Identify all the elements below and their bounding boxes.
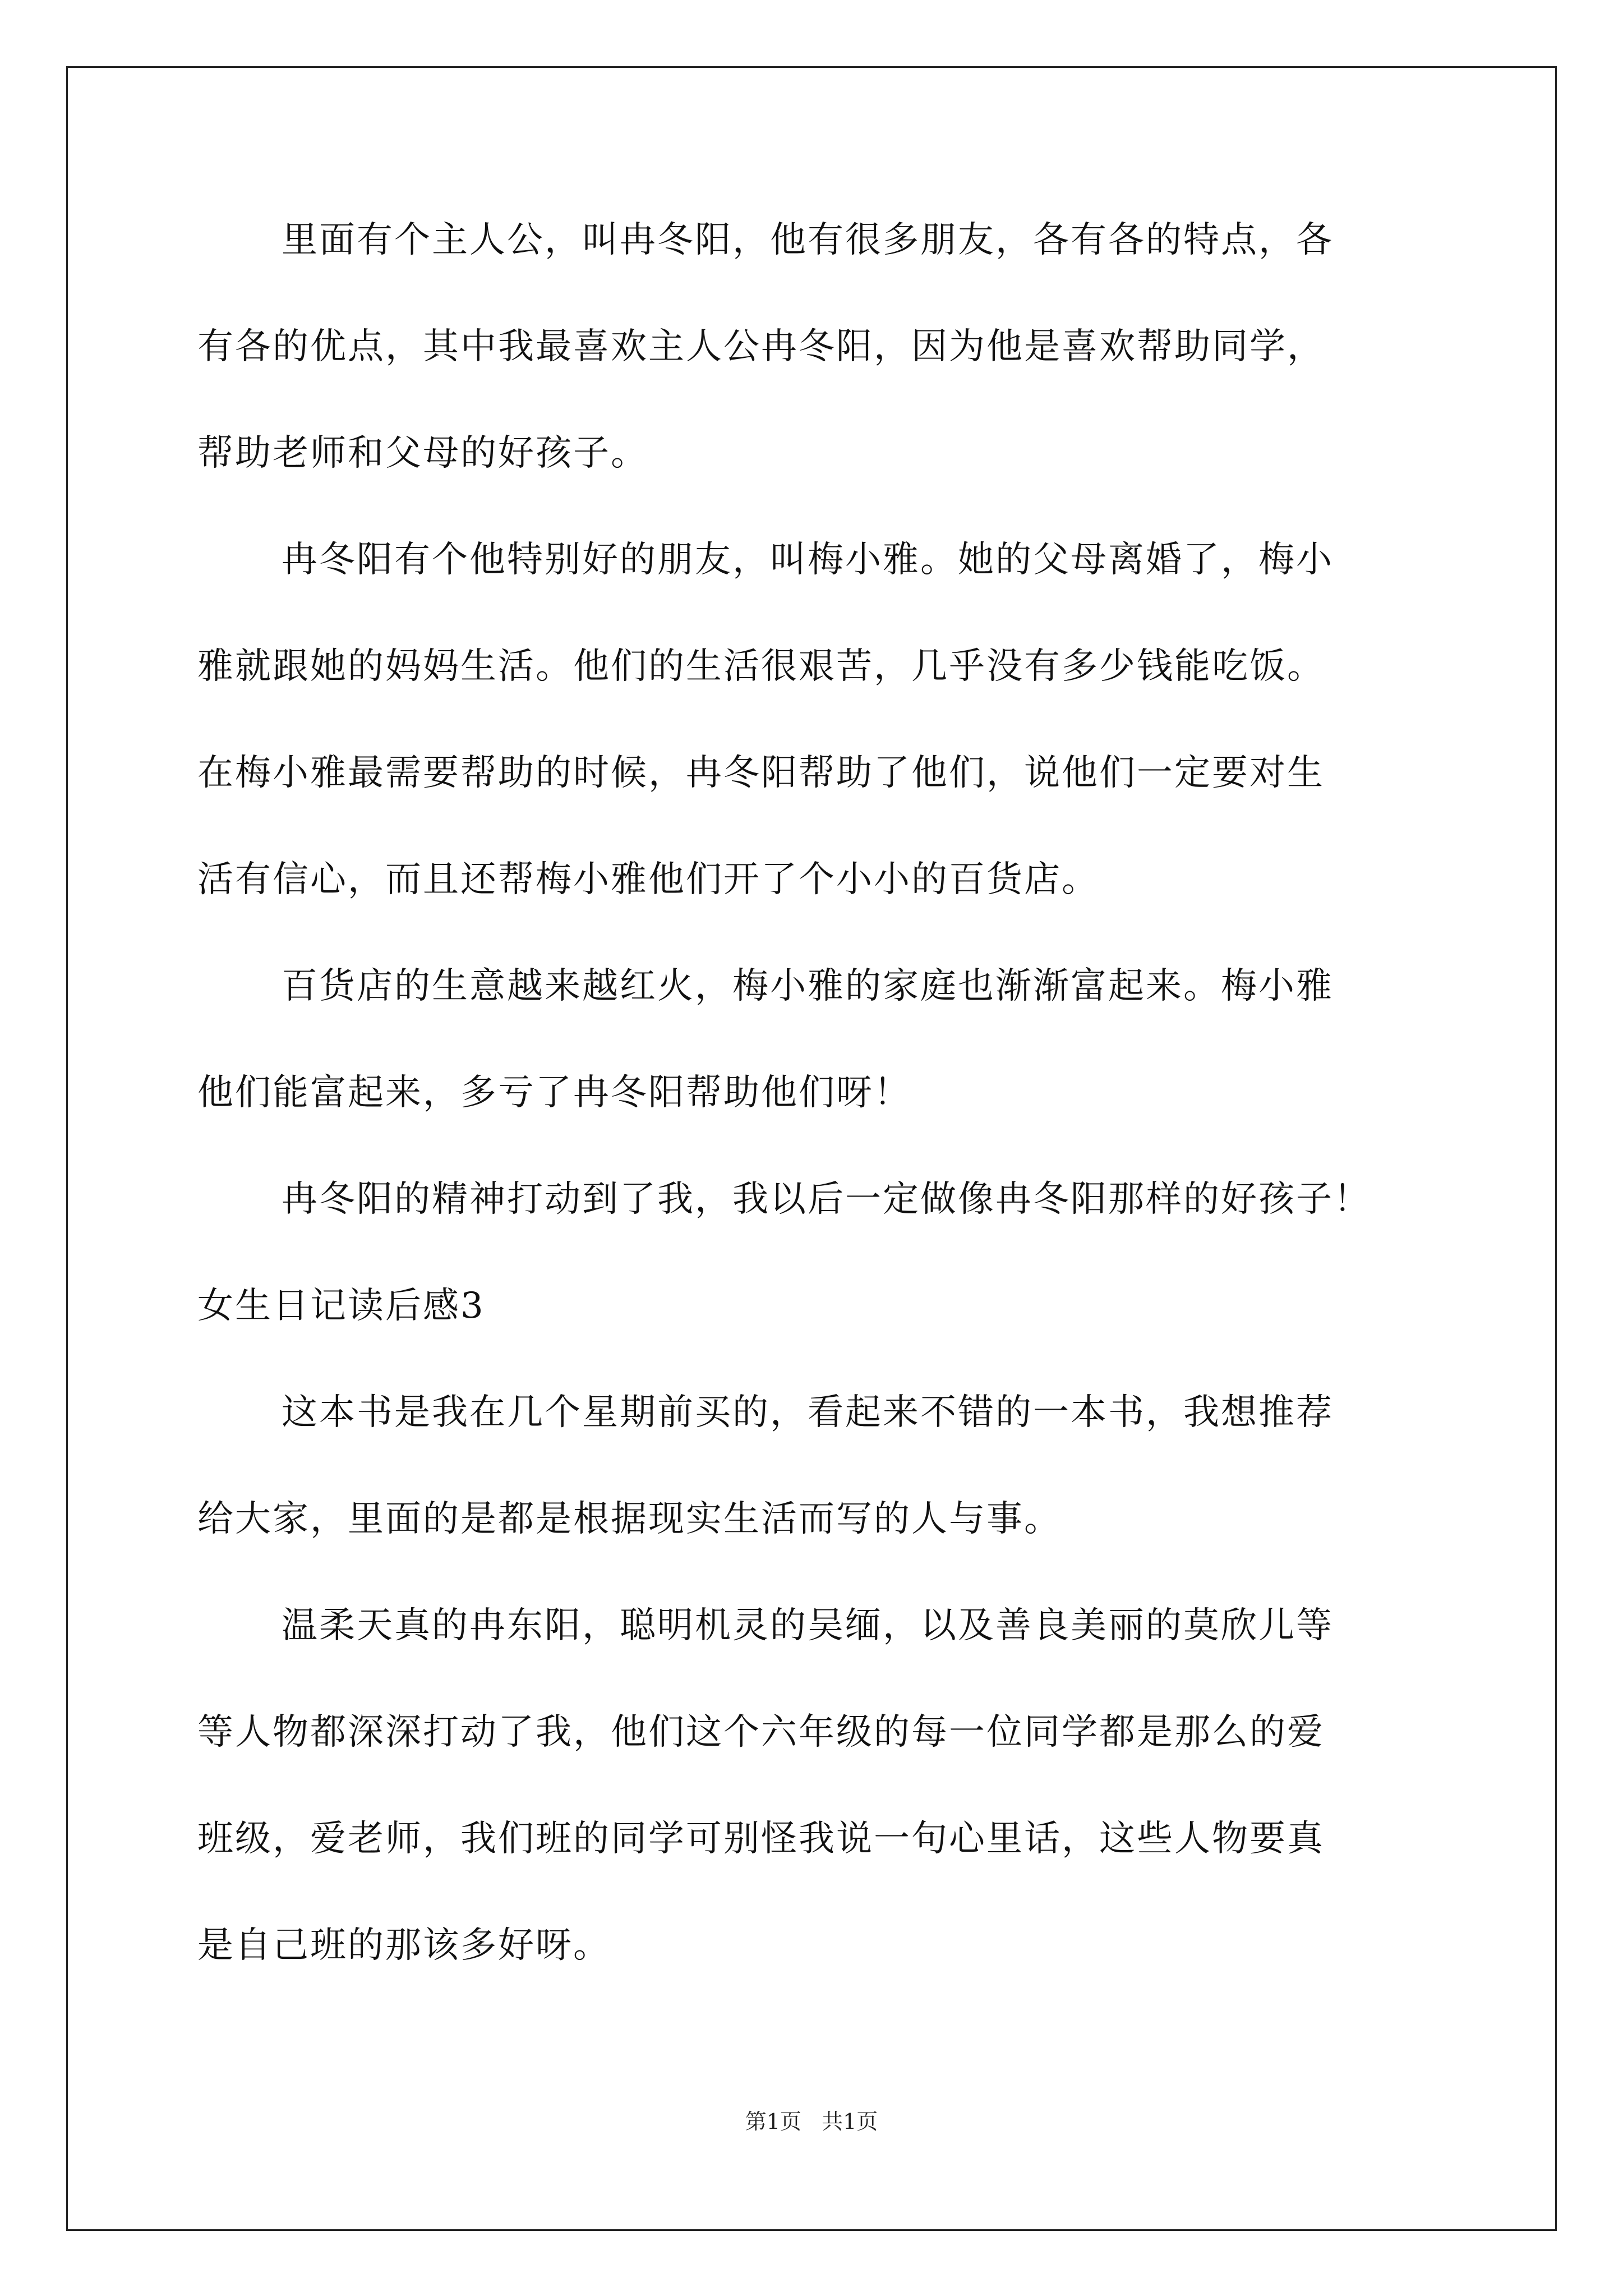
text-line: 这本书是我在几个星期前买的，看起来不错的一本书，我想推荐 [282,1392,1334,1433]
text-line: 冉冬阳的精神打动到了我，我以后一定做像冉冬阳那样的好孩子！ [282,1179,1371,1220]
page-border [66,66,1557,2231]
text-line: 班级，爱老师，我们班的同学可别怪我说一句心里话，这些人物要真 [197,1818,1325,1860]
text-line: 给大家，里面的是都是根据现实生活而写的人与事。 [197,1498,1062,1540]
text-line: 百货店的生意越来越红火，梅小雅的家庭也渐渐富起来。梅小雅 [282,965,1334,1007]
text-line: 冉冬阳有个他特别好的朋友，叫梅小雅。她的父母离婚了，梅小 [282,539,1334,581]
text-line: 有各的优点，其中我最喜欢主人公冉冬阳，因为他是喜欢帮助同学， [197,326,1325,367]
text-line: 在梅小雅最需要帮助的时候，冉冬阳帮助了他们，说他们一定要对生 [197,752,1325,794]
text-line: 他们能富起来，多亏了冉冬阳帮助他们呀！ [197,1072,911,1114]
text-line: 是自己班的那该多好呀。 [197,1925,611,1966]
text-line: 温柔天真的冉东阳，聪明机灵的吴缅，以及善良美丽的莫欣儿等 [282,1605,1334,1646]
text-line: 活有信心，而且还帮梅小雅他们开了个小小的百货店。 [197,859,1099,900]
text-line: 雅就跟她的妈妈生活。他们的生活很艰苦，几乎没有多少钱能吃饭。 [197,646,1325,687]
text-line: 里面有个主人公，叫冉冬阳，他有很多朋友，各有各的特点，各 [282,219,1334,261]
text-line: 等人物都深深打动了我，他们这个六年级的每一位同学都是那么的爱 [197,1711,1325,1753]
text-line: 帮助老师和父母的好孩子。 [197,432,648,474]
section-heading: 女生日记读后感3 [197,1285,485,1327]
page-number: 第1页 共1页 [745,2109,878,2134]
